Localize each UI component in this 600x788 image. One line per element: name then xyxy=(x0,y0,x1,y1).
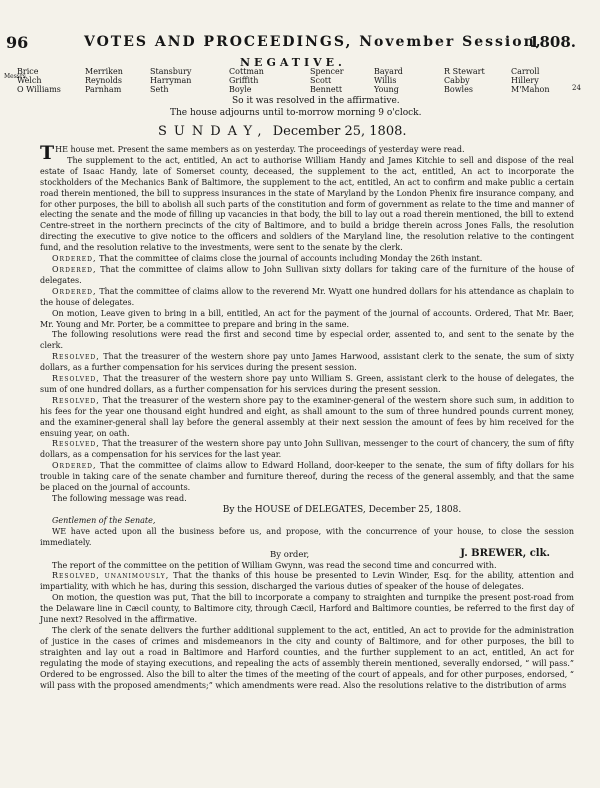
paragraph: Resolved, That the treasurer of the western shore pay unto James Harwood, assistant clerk to the senate, the sum of sixty dollars, as a further compensation for his services during the present session. xyxy=(40,352,574,373)
resolved-affirmative: So it was resolved in the affirmative. xyxy=(232,96,400,106)
resolved-label: Resolved, xyxy=(52,352,100,362)
voter-name: R Stewart xyxy=(444,67,485,76)
vote-column xyxy=(17,67,61,94)
voter-name: Brice xyxy=(17,67,39,76)
paragraph: WE have acted upon all the business before us, and propose, with the concurrence of your house, to close the session immediately. xyxy=(40,526,574,547)
voter-name: Hillery xyxy=(511,76,539,85)
vote-column xyxy=(310,67,344,94)
paragraph: On motion, Leave given to bring in a bill, entitled, An act for the payment of the journal of accounts. Ordered, That Mr. Baer, Mr. Young and Mr. Porter, be a committee to prepare and bring in the same. xyxy=(40,308,574,329)
vote-column xyxy=(374,67,403,94)
resolved-label: Resolved, xyxy=(52,395,100,405)
drop-cap: T xyxy=(40,142,55,164)
ordered-label: Ordered, xyxy=(52,264,97,274)
paragraph: Ordered, That the committee of claims allow to John Sullivan sixty dollars for taking care of the furniture of the house of delegates. xyxy=(40,264,574,285)
paragraph: Resolved, unanimously, That the thanks of this house be presented to Levin Winder, Esq. for the ability, attention and impartiality, with which he has, during this session, discharged the various duties of speaker of the house of delegates. xyxy=(40,571,574,592)
paragraph: The following resolutions were read the first and second time by especial order, assented to, and sent to the senate by the clerk. xyxy=(40,330,574,351)
resolved-label: Resolved, unanimously, xyxy=(52,571,170,581)
adjourn-line: The house adjourns until to-morrow morning 9 o'clock. xyxy=(170,108,422,118)
voter-name: Young xyxy=(374,85,399,94)
vote-column xyxy=(150,67,191,94)
messrs-label: Messrs. xyxy=(4,73,28,80)
vote-column xyxy=(85,67,123,94)
ordered-label: Ordered, xyxy=(52,461,97,471)
paragraph: THE house met. Present the same members as on yesterday. The proceedings of yesterday were read. xyxy=(40,142,465,164)
paragraph: On motion, the question was put, That the bill to incorporate a company to straighten and turnpike the present post-road from the Delaware line in Cæcil county, to Baltimore city, through Cæcil, Harford and Baltimore counties, be referred to the first day of June next? Resolved in the affirmative. xyxy=(40,593,574,625)
voter-name: Cottman xyxy=(229,67,264,76)
day-name: SUNDAY, xyxy=(158,124,269,139)
voter-name: Willis xyxy=(374,76,397,85)
message-heading: By the HOUSE of DELEGATES, December 25, 1808. xyxy=(222,504,462,515)
paragraph: Ordered, That the committee of claims allow to the reverend Mr. Wyatt one hundred dollars for his attendance as chaplain to the house of delegates. xyxy=(40,286,575,307)
resolved-label: Resolved, xyxy=(52,439,100,449)
voter-name: Parnham xyxy=(85,85,122,94)
ordered-label: Ordered, xyxy=(52,254,97,264)
resolved-label: Resolved, xyxy=(52,374,100,384)
vote-column xyxy=(511,67,549,94)
voter-name: Cabby xyxy=(444,76,470,85)
signature-line xyxy=(40,549,574,561)
paragraph: Resolved, That the treasurer of the western shore pay unto William S. Green, assistant clerk to the house of delegates, the sum of one hundred dollars, as a further compensation for his services during the present session. xyxy=(40,374,574,394)
proceedings-text xyxy=(40,142,575,785)
voter-name: Griffith xyxy=(229,76,259,85)
page-number: 96 xyxy=(6,33,29,52)
vote-column xyxy=(229,67,264,94)
paragraph: The following message was read. xyxy=(52,494,187,503)
voter-name: M'Mahon xyxy=(511,85,550,94)
salutation: Gentlemen of the Senate, xyxy=(52,515,156,525)
page-header xyxy=(6,33,576,51)
paragraph: Ordered, That the committee of claims close the journal of accounts including Monday the 26th instant. xyxy=(52,254,483,264)
paragraph: The supplement to the act, entitled, An act to authorise William Handy and James Kitchie to sell and dispose of the real estate of Isaac Handy, late of Somerset county, deceased, the supplement to the act, entitled, An act to incorporate the stockholders of the Mechanics Bank of Baltimore, the supplement to the act, entitled, An act to confirm and make public a certain road therein mentioned, the bill to suppress insurances in the state of Maryland by the London Phenix fire insurance company, and for other purposes, the bill to abolish all such parts of the constitution and form of government as relate to the time and manner of electing the senate and the mode of filling up vacancies in that body, the bill to lay out a road therein mentioned, the bill to extend Centre-street in the northern precincts of the city of Baltimore, and to build a bridge therein across Jones Falls, the resolution directing the executive to give notice to the officers and soldiers of the Maryland line, the resolution relative to the contingent fund, and the resolution relative to the investments, were sent to the senate by the clerk. xyxy=(40,155,574,253)
voter-name: Welch xyxy=(17,76,42,85)
voter-name: Merriken xyxy=(85,67,123,76)
voter-name: Scott xyxy=(310,76,332,85)
paragraph: Resolved, That the treasurer of the western shore pay unto John Sullivan, messenger to the court of chancery, the sum of fifty dollars, as a compensation for his services for the last year. xyxy=(40,439,574,460)
voter-name: Bayard xyxy=(374,67,403,76)
paragraph: The clerk of the senate delivers the further additional supplement to the act, entitled, An act to provide for the administration of justice in the cases of crimes and misdemeanors in the city and county of Baltimore, and for other purposes, the bill to straighten and lay out a road in Baltimore and Harford counties, and the further supplement to an act, entitled, An act for regulating the mode of staying executions, and repealing the acts of assembly therein mentioned, severally endorsed, “ will pass.” Ordered to be engrossed. Also the bill to alter the times of the meeting of the court of appeals, and for other purposes, endorsed, “ will pass with the proposed amendments;” which amendments were read. Also the resolutions relative to the distribution of arms xyxy=(40,625,574,690)
signature: J. BREWER, clk. xyxy=(460,547,550,559)
voter-name: Stansbury xyxy=(150,67,192,76)
day-date: December 25, 1808. xyxy=(272,124,407,139)
paragraph: The report of the committee on the petition of William Gwynn, was read the second time and concurred with. xyxy=(52,560,497,570)
running-title: VOTES AND PROCEEDINGS, November Session, xyxy=(84,34,543,50)
margin-number: 24 xyxy=(572,84,581,92)
date-heading xyxy=(158,124,458,139)
negative-heading: NEGATIVE. xyxy=(240,56,346,69)
voter-name: Boyle xyxy=(229,85,252,94)
voter-name: Seth xyxy=(150,85,169,94)
voter-name: Reynolds xyxy=(85,76,123,85)
paragraph: Resolved, That the treasurer of the western shore pay to the examiner-general of the western shore such sum, in addition to his fees for the year one thousand eight hundred and eight, as shall amount to the sum of three hundred pounds current money, and the examiner-general shall lay before the general assembly at their next session the amount of fees by him received for the ensuing year, on oath. xyxy=(40,395,575,438)
vote-column xyxy=(444,67,485,94)
voter-name: O Williams xyxy=(17,85,61,94)
voter-name: Bennett xyxy=(310,85,343,94)
voter-name: Spencer xyxy=(310,67,344,76)
paragraph: Ordered, That the committee of claims allow to Edward Holland, door-keeper to the senate, the sum of fifty dollars for his trouble in taking care of the senate chamber and furniture thereof, during the recess of the general assembly, and that the same be placed on the journal of accounts. xyxy=(40,461,575,493)
voter-name: Bowles xyxy=(444,85,473,94)
ordered-label: Ordered, xyxy=(52,286,97,296)
voter-name: Harryman xyxy=(150,76,192,85)
voter-name: Carroll xyxy=(511,67,540,76)
by-order: By order, xyxy=(270,549,310,560)
running-year: 1808. xyxy=(529,33,576,51)
